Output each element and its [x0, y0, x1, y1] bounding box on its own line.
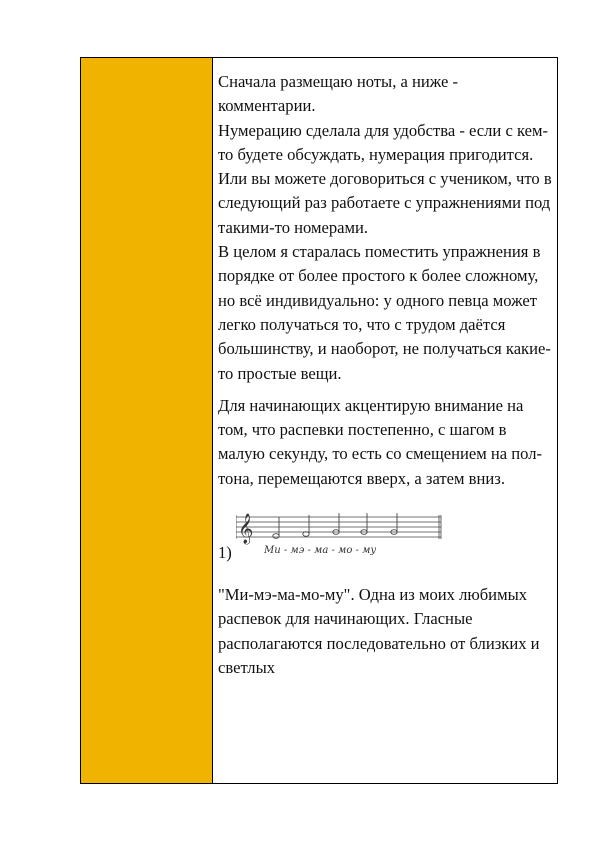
numbering-paragraph: Нумерацию сделала для удобства - если с кем-то будете обсуждать, нумерация пригодится. Или вы можете договориться с учеником, что в следующий раз работаете с упражнениями под такими-то номерами. — [218, 120, 552, 237]
intro-paragraph: Сначала размещаю ноты, а ниже - комментарии. — [218, 72, 459, 116]
exercise-1-description: "Ми-мэ-ма-мо-му". Одна из моих любимых распевок для начинающих. Гласные располагаются последовательно от близких и светлых — [218, 585, 540, 677]
beginners-paragraph: Для начинающих акцентирую внимание на том, что распевки постепенно, с шагом в малую секунду, то есть со смещением на пол-тона, перемещаются вверх, а затем вниз. — [218, 395, 543, 488]
yellow-sidebar-cell — [81, 58, 213, 783]
exercise-number: 1) — [218, 543, 232, 563]
exercise-1-notation — [218, 505, 553, 565]
order-paragraph: В целом я старалась поместить упражнения в порядке от более простого к более сложному, но всё индивидуально: у одного певца может легко получаться то, что с трудом даётся большинству, и наоборот, не получаться какие-то простые вещи. — [218, 242, 551, 383]
document-table — [80, 57, 558, 784]
staff-lyrics: Ми - мэ - ма - мо - му — [263, 545, 377, 557]
music-staff-image — [236, 507, 446, 565]
text-cell — [213, 58, 557, 783]
treble-clef-icon: 𝄞 — [237, 514, 254, 545]
